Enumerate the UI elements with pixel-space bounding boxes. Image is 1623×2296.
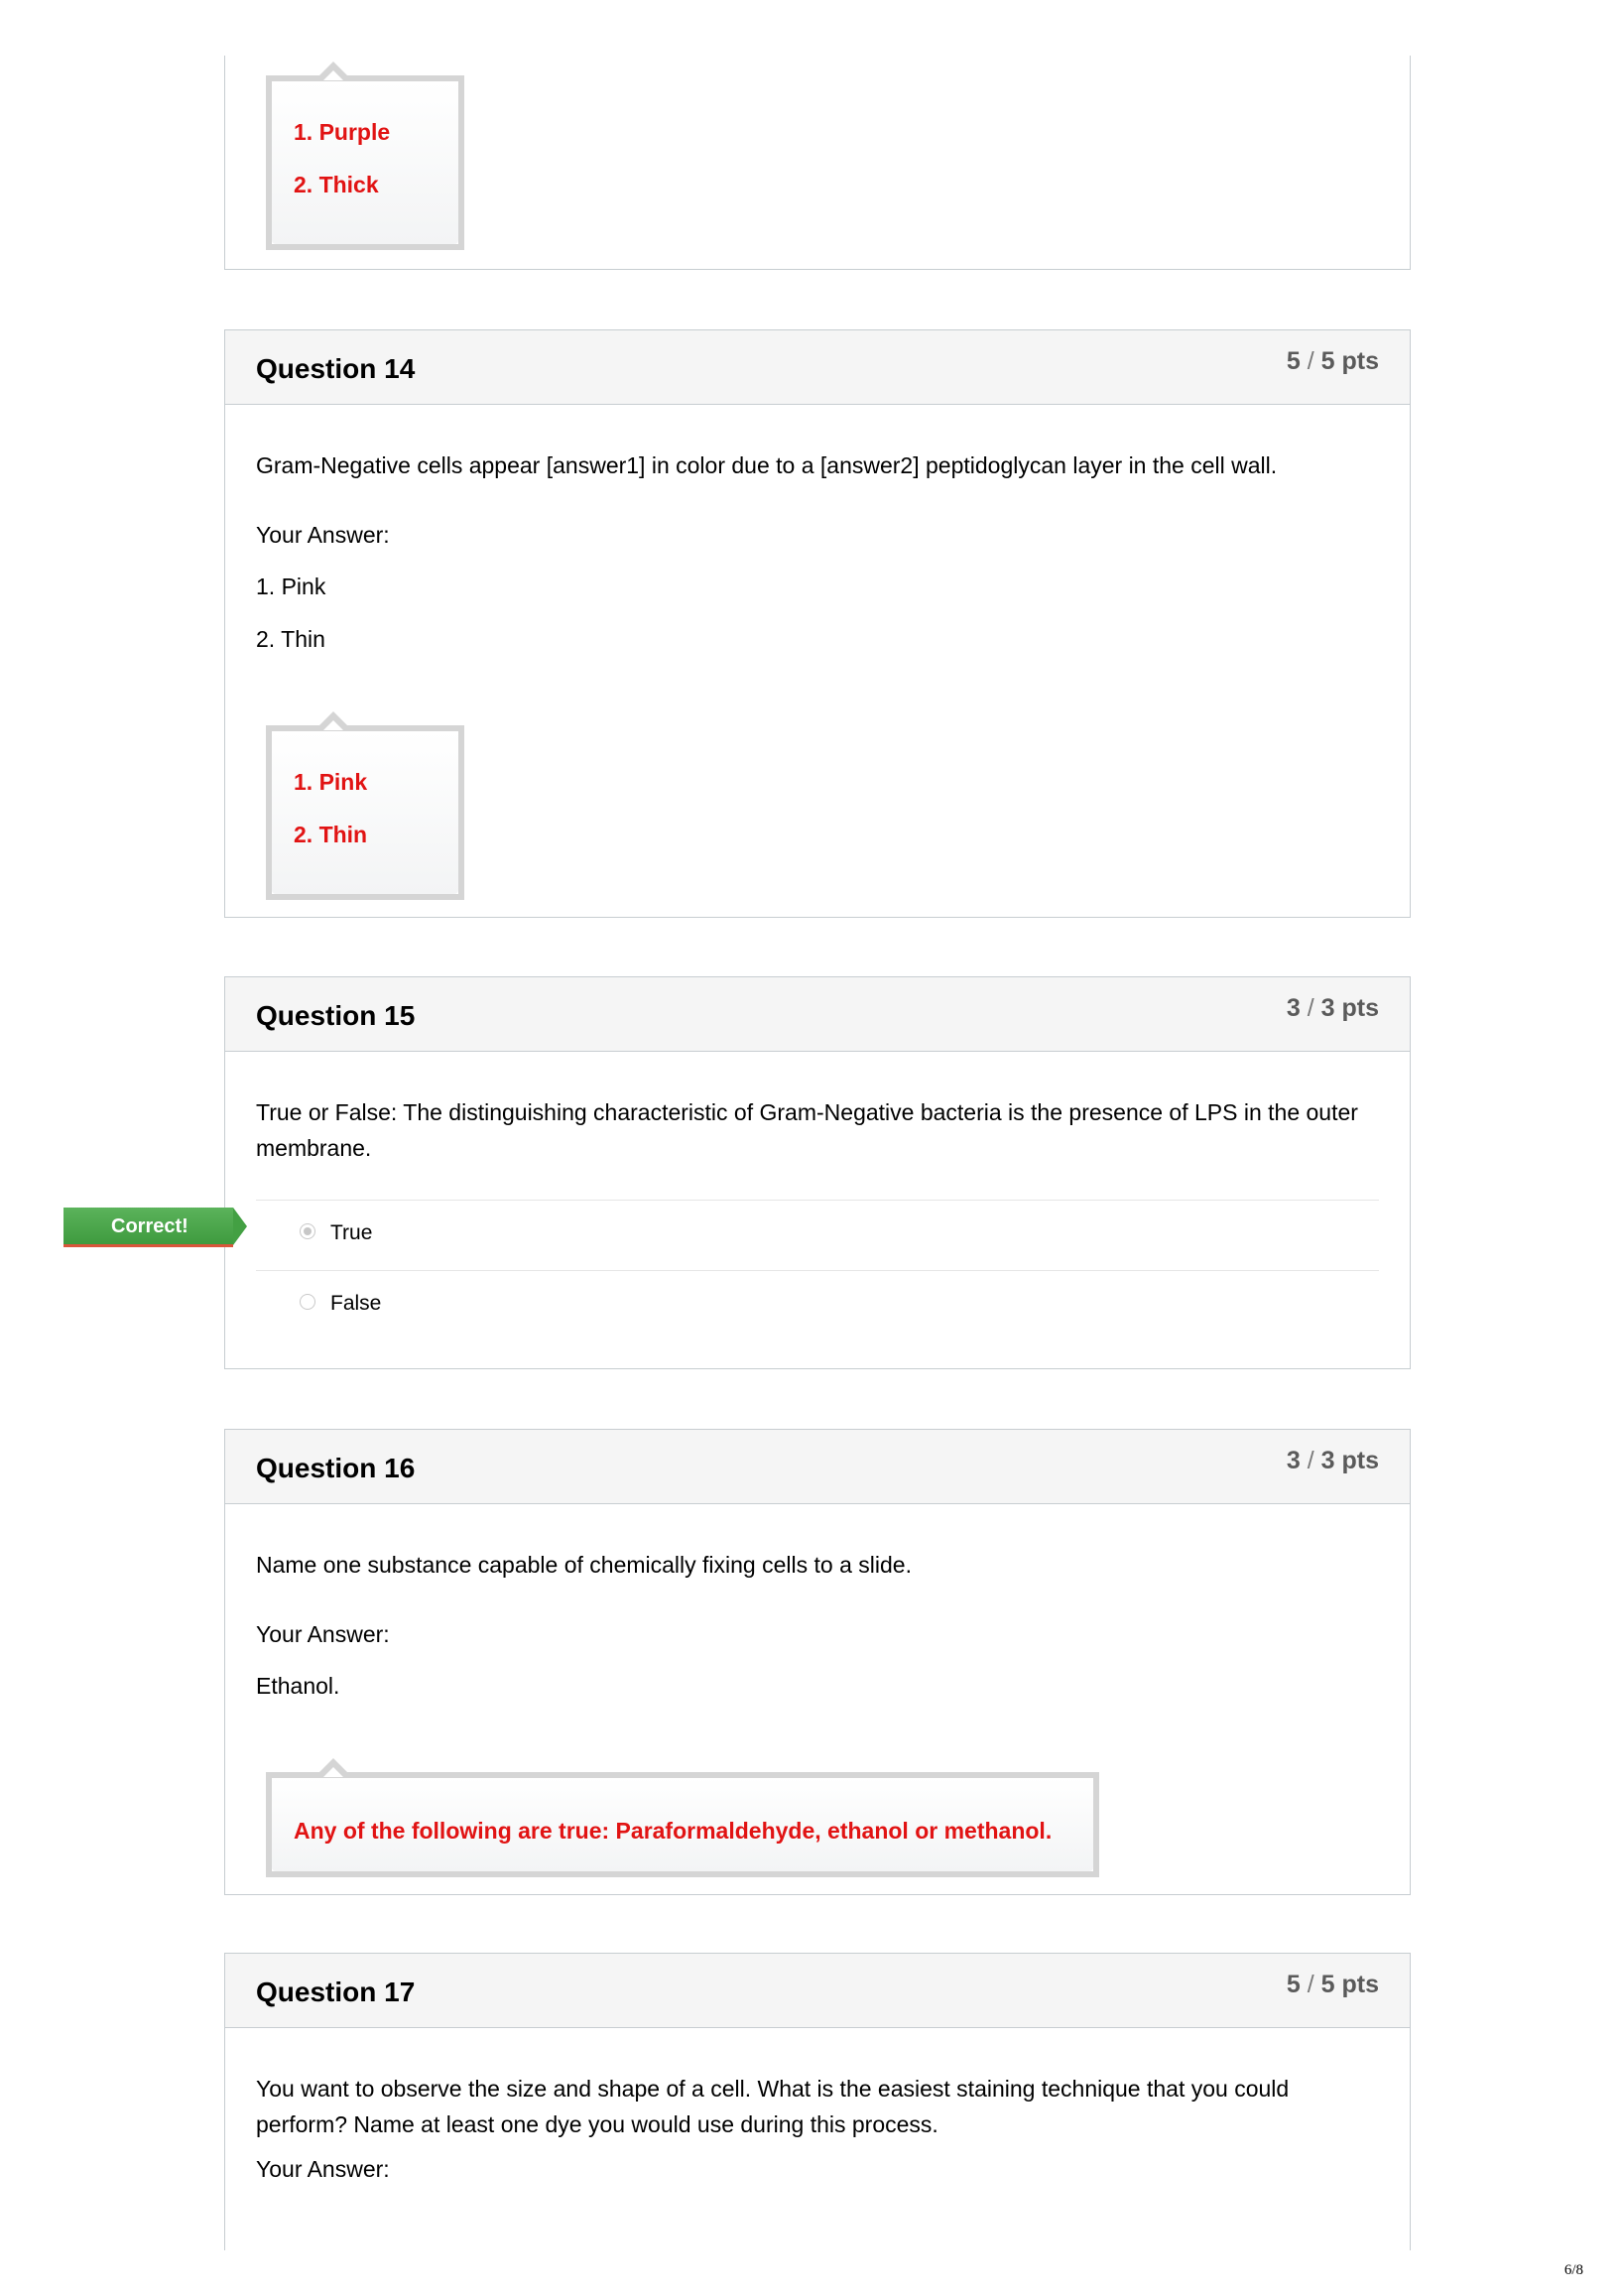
answer-divider <box>256 1200 1379 1201</box>
answer-divider <box>256 1270 1379 1271</box>
option-label-false[interactable]: False <box>330 1292 382 1315</box>
question-text: Gram-Negative cells appear [answer1] in color due to a [answer2] peptidoglycan layer in the cell wall. <box>256 452 1278 478</box>
question-16-panel <box>224 1429 1411 1895</box>
page-number: 6/8 <box>1563 2262 1583 2278</box>
question-text: True or False: The distinguishing characteristic of Gram-Negative bacteria is the presence of LPS in the outer membrane. <box>256 1099 1358 1161</box>
radio-false[interactable] <box>300 1294 315 1310</box>
question-points: 5 / 5 pts <box>1286 1971 1379 1998</box>
your-answer-label: Your Answer: <box>256 2156 390 2182</box>
answer-line-2: 2. Thin <box>256 626 325 652</box>
question-15-panel <box>224 976 1411 1369</box>
question-text: You want to observe the size and shape of a cell. What is the easiest staining technique that you could perform? Name at least one dye you would use during this process. <box>256 2076 1290 2137</box>
answer-feedback-box <box>266 75 464 250</box>
answer-line-1: 1. Pink <box>256 574 326 599</box>
question-13-panel <box>224 56 1411 270</box>
question-14-panel <box>224 329 1411 918</box>
question-header <box>225 330 1410 405</box>
question-header <box>225 1430 1410 1504</box>
question-title: Question 14 <box>256 353 416 384</box>
feedback-line: Any of the following are true: Paraformaldehyde, ethanol or methanol. <box>294 1818 1053 1844</box>
your-answer-label: Your Answer: <box>256 1621 390 1647</box>
feedback-line-2: 2. Thick <box>294 172 379 197</box>
question-points: 5 / 5 pts <box>1286 347 1379 375</box>
question-title: Question 15 <box>256 1000 416 1031</box>
your-answer-label: Your Answer: <box>256 522 390 548</box>
feedback-line-1: 1. Purple <box>294 119 391 145</box>
question-title: Question 16 <box>256 1453 416 1483</box>
feedback-line-2: 2. Thin <box>294 822 368 847</box>
question-text: Name one substance capable of chemically fixing cells to a slide. <box>256 1552 912 1578</box>
question-points: 3 / 3 pts <box>1286 994 1379 1022</box>
answer-feedback-box <box>266 725 464 900</box>
question-points: 3 / 3 pts <box>1286 1447 1379 1474</box>
correct-flag: Correct! <box>63 1208 233 1245</box>
question-header <box>225 1954 1410 2028</box>
answer-feedback-box <box>266 1772 1099 1877</box>
question-header <box>225 977 1410 1052</box>
radio-true[interactable] <box>300 1223 315 1239</box>
question-title: Question 17 <box>256 1977 416 2007</box>
answer-line: Ethanol. <box>256 1673 340 1699</box>
option-label-true[interactable]: True <box>330 1221 373 1244</box>
question-17-panel <box>224 1953 1411 2250</box>
feedback-line-1: 1. Pink <box>294 769 368 795</box>
